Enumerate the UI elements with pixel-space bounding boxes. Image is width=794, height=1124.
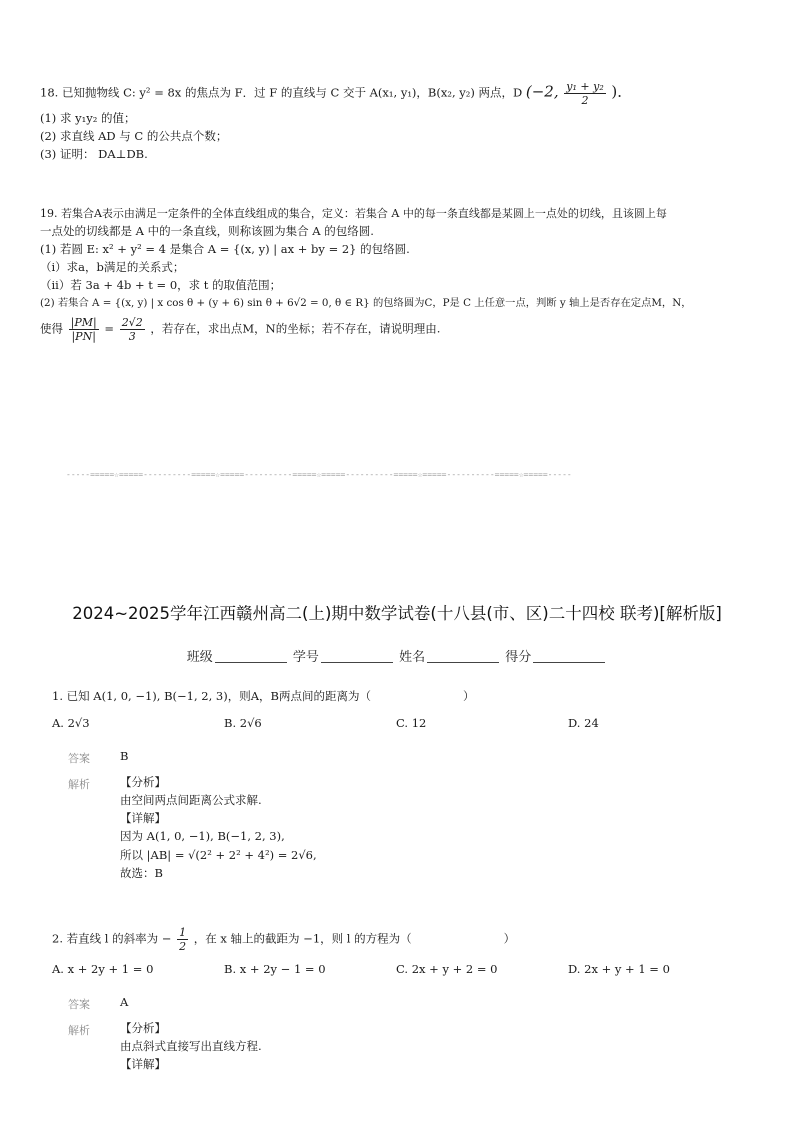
q1-xiangjie-header: 【详解】 bbox=[120, 811, 166, 825]
q19-ratio-denominator: |PN| bbox=[71, 330, 96, 343]
q1-stem: 1. 已知 A(1, 0, −1), B(−1, 2, 3)，则A，B两点间的距离为（ ） bbox=[52, 689, 475, 703]
q19-ratio-numerator: |PM| bbox=[70, 316, 97, 329]
q19-value-denominator: 3 bbox=[128, 330, 136, 343]
q18-stem bbox=[40, 80, 632, 107]
q1-option-c: C. 12 bbox=[396, 716, 427, 730]
q18-sub2: (2) 求直线 AD 与 C 的公共点个数； bbox=[40, 129, 228, 143]
q2-analysis-label: 解析 bbox=[68, 1024, 90, 1037]
q19-line5: （ii）若 3a + 4b + t = 0，求 t 的取值范围； bbox=[40, 278, 282, 292]
name-blank[interactable] bbox=[427, 650, 499, 663]
q19-line7-suffix: ，若存在，求出点M，N的坐标；若不存在，请说明理由. bbox=[150, 321, 441, 336]
q18-frac-denominator: 2 bbox=[581, 94, 589, 107]
q19-line6: (2) 若集合 A = {(x, y) | x cos θ + (y + 6) sin θ + 6√2 = 0, θ ∈ R} 的包络圆为C，P是 C 上任意一点，判断 y 轴上是否存在定点M，N， bbox=[40, 297, 692, 309]
q18-stem-text: 18. 已知抛物线 C: y² = 8x 的焦点为 F．过 F 的直线与 C 交于 A(x₁, y₁)，B(x₂, y₂) 两点，D bbox=[40, 85, 523, 100]
q19-line4: （i）求a，b满足的关系式； bbox=[40, 260, 185, 274]
score-blank[interactable] bbox=[533, 650, 605, 663]
q18-point-d-suffix: )． bbox=[611, 82, 633, 101]
score-label: 得分 bbox=[505, 650, 532, 665]
q1-option-b: B. 2√6 bbox=[224, 716, 262, 730]
q2-stem-suffix: ，在 x 轴上的截距为 −1，则 l 的方程为（ ） bbox=[193, 931, 516, 946]
q1-analysis-label: 解析 bbox=[68, 778, 90, 791]
q19-line7 bbox=[40, 316, 440, 343]
page-title: 2024~2025学年江西赣州高二(上)期中数学试卷(十八县(市、区)二十四校 联考)[解析版] bbox=[72, 604, 722, 623]
q18-fraction bbox=[564, 80, 605, 107]
q1-answer-label: 答案 bbox=[68, 752, 90, 765]
class-blank[interactable] bbox=[215, 650, 287, 663]
q18-sub1: (1) 求 y₁y₂ 的值； bbox=[40, 111, 136, 125]
q2-answer: A bbox=[120, 995, 129, 1009]
q19-ratio-fraction bbox=[69, 316, 99, 343]
q2-slope-fraction bbox=[177, 926, 188, 953]
q18-point-d-prefix: (−2, bbox=[525, 82, 559, 101]
q1-fenxi-text: 由空间两点间距离公式求解. bbox=[120, 793, 262, 807]
q2-stem-prefix: 2. 若直线 l 的斜率为 − bbox=[52, 931, 172, 946]
id-blank[interactable] bbox=[321, 650, 393, 663]
q1-fenxi-header: 【分析】 bbox=[120, 775, 166, 789]
q2-slope-numerator: 1 bbox=[179, 926, 187, 939]
q2-stem bbox=[52, 926, 515, 953]
q1-step3: 故选：B bbox=[120, 866, 163, 880]
q2-fenxi-text: 由点斜式直接写出直线方程. bbox=[120, 1039, 262, 1053]
q1-step2: 所以 |AB| = √(2² + 2² + 4²) = 2√6, bbox=[120, 848, 317, 862]
q1-step1: 因为 A(1, 0, −1), B(−1, 2, 3), bbox=[120, 829, 285, 843]
class-label: 班级 bbox=[186, 650, 213, 665]
q2-fenxi-header: 【分析】 bbox=[120, 1021, 166, 1035]
q2-option-a: A. x + 2y + 1 = 0 bbox=[52, 962, 154, 976]
q19-equals: = bbox=[104, 321, 115, 336]
q19-line7-prefix: 使得 bbox=[40, 321, 63, 336]
q19-value-fraction bbox=[120, 316, 145, 343]
q19-line1: 19. 若集合A表示由满足一定条件的全体直线组成的集合，定义：若集合 A 中的每一条直线都是某圆上一点处的切线，且该圆上每 bbox=[40, 207, 667, 220]
q1-option-d: D. 24 bbox=[568, 716, 599, 730]
q18-frac-numerator: y₁ + y₂ bbox=[566, 80, 604, 93]
name-label: 姓名 bbox=[399, 650, 426, 665]
q19-line2: 一点处的切线都是 A 中的一条直线，则称该圆为集合 A 的包络圆. bbox=[40, 224, 374, 238]
section-divider: -----=====☆=====----------=====☆=====----------=====☆=====----------=====☆=====----------=====☆=====----- bbox=[66, 470, 572, 479]
id-label: 学号 bbox=[292, 650, 319, 665]
q2-answer-label: 答案 bbox=[68, 998, 90, 1011]
student-info-line bbox=[0, 646, 794, 665]
q2-slope-denominator: 2 bbox=[179, 940, 187, 953]
q19-value-numerator: 2√2 bbox=[121, 316, 143, 329]
q19-line3: (1) 若圆 E: x² + y² = 4 是集合 A = {(x, y) | ax + by = 2} 的包络圆. bbox=[40, 242, 410, 256]
q2-option-c: C. 2x + y + 2 = 0 bbox=[396, 962, 498, 976]
q1-answer: B bbox=[120, 749, 129, 763]
q2-option-b: B. x + 2y − 1 = 0 bbox=[224, 962, 326, 976]
q18-sub3: (3) 证明： DA⊥DB. bbox=[40, 147, 148, 161]
q1-option-a: A. 2√3 bbox=[52, 716, 90, 730]
q2-xiangjie-header: 【详解】 bbox=[120, 1057, 166, 1071]
q2-option-d: D. 2x + y + 1 = 0 bbox=[568, 962, 670, 976]
